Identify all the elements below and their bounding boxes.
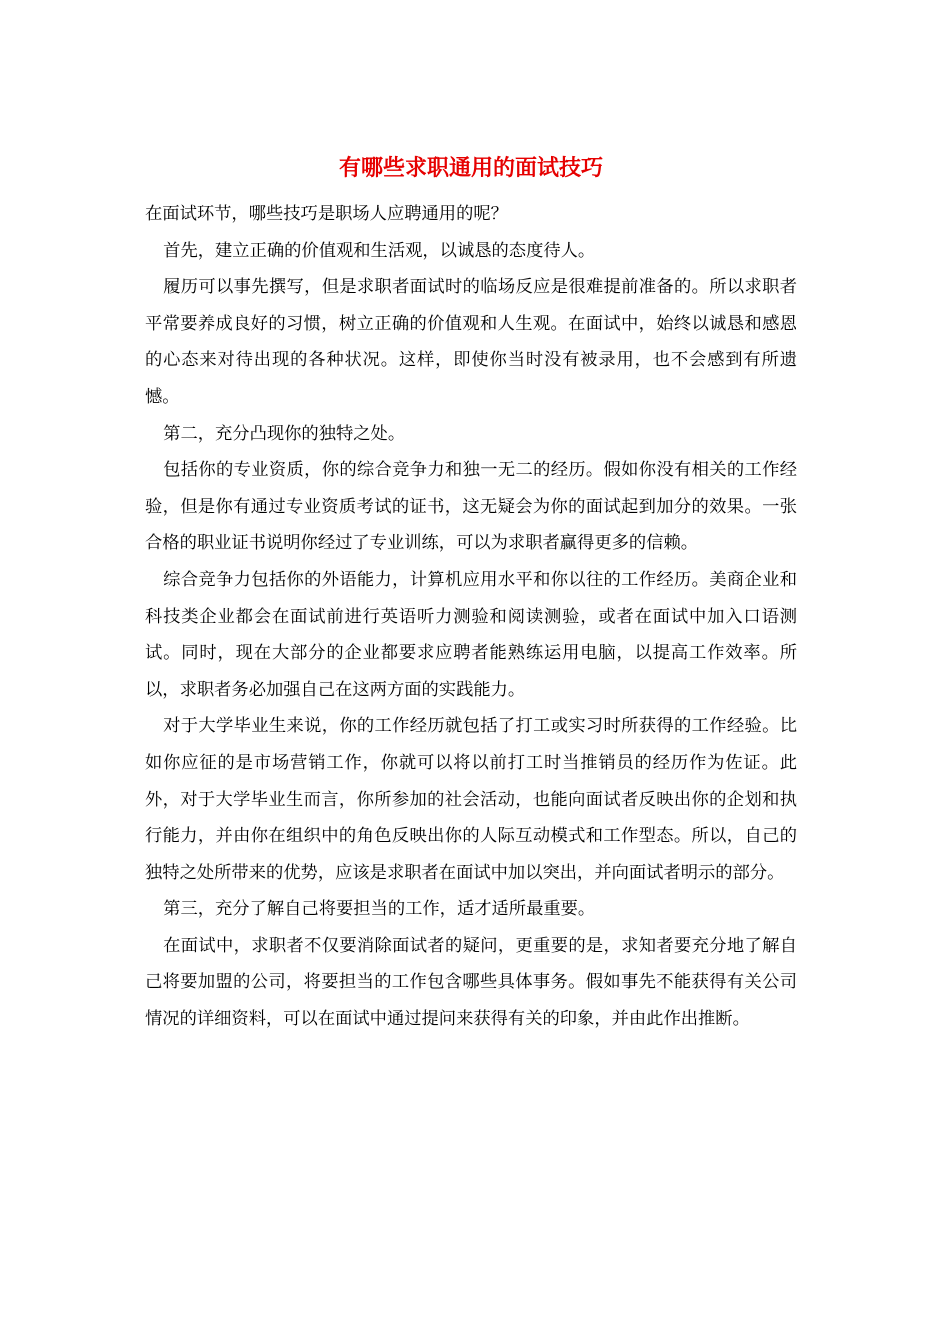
paragraph-intro: 在面试环节，哪些技巧是职场人应聘通用的呢？ <box>145 204 508 224</box>
document-title: 有哪些求职通用的面试技巧 <box>338 155 603 181</box>
paragraph-point-two-heading: 第二，充分凸现你的独特之处。 <box>163 423 406 444</box>
paragraph-point-one-heading: 首先，建立正确的价值观和生活观，以诚恳的态度待人。 <box>163 240 596 261</box>
paragraph-point-two-body-1: 包括你的专业资质，你的综合竞争力和独一无二的经历。假如你没有相关的工作经验，但是你有通过专业资质考试的证书，这无疑会为你的面试起到加分的效果。一张合格的职业证书说明你经过了专业训练，可以为求职者赢得更多的信赖。 <box>145 460 797 554</box>
paragraph-point-three-heading: 第三，充分了解自己将要担当的工作，适才适所最重要。 <box>163 899 596 920</box>
document-body <box>145 196 797 1038</box>
paragraph-point-one-body: 履历可以事先撰写，但是求职者面试时的临场反应是很难提前准备的。所以求职者平常要养成良好的习惯，树立正确的价值观和人生观。在面试中，始终以诚恳和感恩的心态来对待出现的各种状况。这样，即使你当时没有被录用，也不会感到有所遗憾。 <box>145 277 797 407</box>
paragraph-point-two-body-3: 对于大学毕业生来说，你的工作经历就包括了打工或实习时所获得的工作经验。比如你应征的是市场营销工作，你就可以将以前打工时当推销员的经历作为佐证。此外，对于大学毕业生而言，你所参加的社会活动，也能向面试者反映出你的企划和执行能力，并由你在组织中的角色反映出你的人际互动模式和工作型态。所以，自己的独特之处所带来的优势，应该是求职者在面试中加以突出，并向面试者明示的部分。 <box>145 716 797 883</box>
paragraph-point-two-body-2: 综合竞争力包括你的外语能力，计算机应用水平和你以往的工作经历。美商企业和科技类企业都会在面试前进行英语听力测验和阅读测验，或者在面试中加入口语测试。同时，现在大部分的企业都要求应聘者能熟练运用电脑，以提高工作效率。所以，求职者务必加强自己在这两方面的实践能力。 <box>145 569 797 700</box>
paragraph-point-three-body: 在面试中，求职者不仅要消除面试者的疑问，更重要的是，求知者要充分地了解自己将要加盟的公司，将要担当的工作包含哪些具体事务。假如事先不能获得有关公司情况的详细资料，可以在面试中通过提问来获得有关的印象，并由此作出推断。 <box>145 935 797 1030</box>
